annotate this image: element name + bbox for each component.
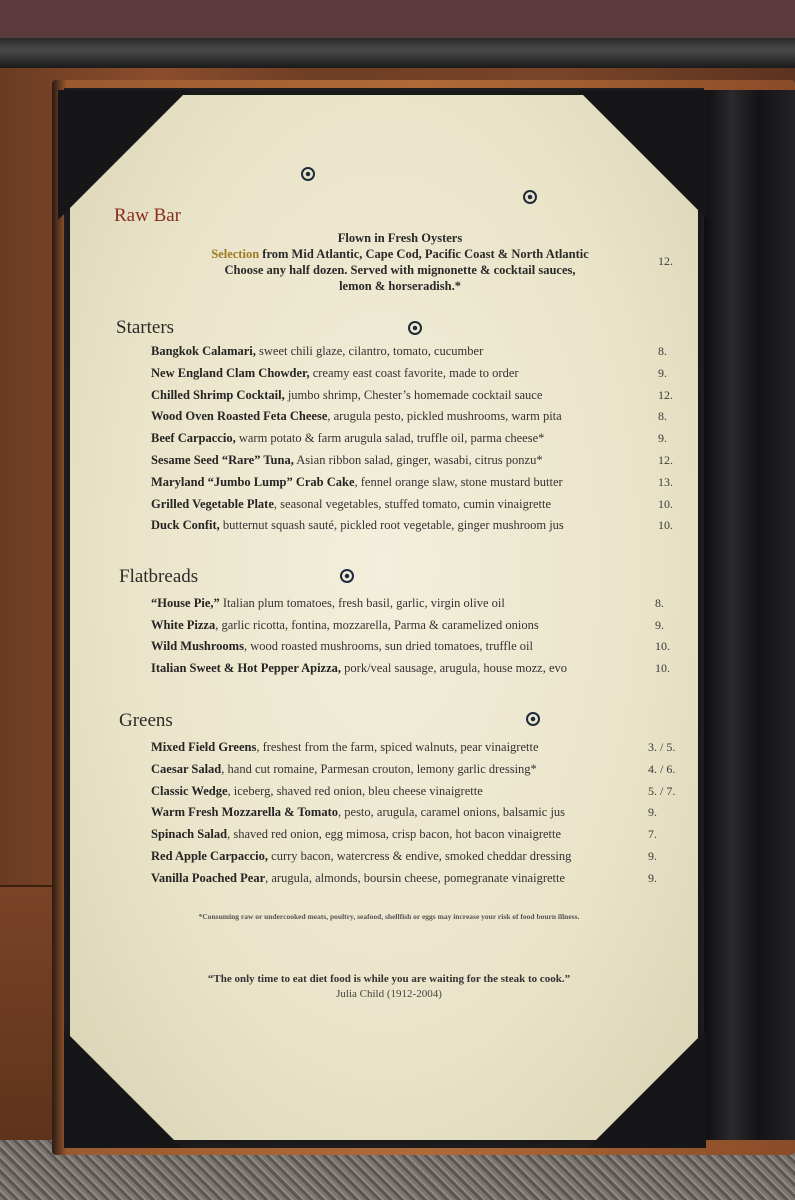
menu-item-name: Vanilla Poached Pear [151,870,266,885]
menu-item-description: , wood roasted mushrooms, sun dried tomatoes, truffle oil [243,639,533,653]
menu-item-description: Asian ribbon salad, ginger, wasabi, citrus ponzu* [293,453,543,467]
menu-item-name: Duck Confit, [151,518,220,533]
menu-item-description: jumbo shrimp, Chester’s homemade cocktail sauce [284,387,543,402]
menu-item-name: Red Apple Carpaccio, [151,849,269,863]
menu-item-description: warm potato & farm arugula salad, truffle oil, parma cheese* [235,431,545,446]
menu-item [151,388,542,403]
menu-item-price: 8. [658,409,667,424]
menu-item-description: , shaved red onion, egg mimosa, crisp bacon, hot bacon vinaigrette [227,827,562,842]
menu-item-description: , hand cut romaine, Parmesan crouton, lemony garlic dressing* [221,761,537,776]
menu-item-price: 9. [648,805,657,820]
target-icon [526,712,540,726]
menu-item-price: 4. / 6. [648,761,676,776]
menu-item-description: , fennel orange slaw, stone mustard butter [354,474,563,489]
menu-item-name: Mixed Field Greens [151,740,257,754]
raw-bar-line1: Flown in Fresh Oysters [337,231,463,245]
menu-item-description: , arugula pesto, pickled mushrooms, warm pita [327,409,562,424]
target-icon [301,167,315,181]
menu-item-name: Italian Sweet & Hot Pepper Apizza, [151,660,342,675]
menu-item-description: Italian plum tomatoes, fresh basil, garlic, virgin olive oil [219,596,505,610]
menu-item-name: Sesame Seed “Rare” Tuna, [151,453,294,467]
menu-item-description: sweet chili glaze, cilantro, tomato, cucumber [255,344,484,358]
menu-item-price: 10. [655,660,670,675]
menu-item-name: Maryland “Jumbo Lump” Crab Cake [151,474,355,489]
raw-bar-line4: lemon & horseradish.* [339,279,461,293]
menu-item [151,431,544,446]
menu-item [151,871,565,886]
metal-rail [0,38,795,68]
menu-item [151,497,551,512]
section-title-starters: Starters [116,317,175,338]
section-title-raw-bar: Raw Bar [114,205,182,226]
menu-item-price: 8. [658,344,667,358]
raw-bar-price: 12. [658,254,673,268]
menu-item-name: Grilled Vegetable Plate [151,496,274,511]
menu-item-name: Chilled Shrimp Cocktail, [151,387,285,402]
menu-item-price: 9. [648,870,657,885]
menu-item-price: 5. / 7. [648,783,676,798]
menu-item-price: 9. [655,617,664,632]
menu-item [151,827,561,842]
menu-item-name: Caesar Salad [151,761,222,776]
menu-item [151,596,505,611]
menu-item [151,661,567,676]
menu-item-description: curry bacon, watercress & endive, smoked cheddar dressing [268,849,572,863]
menu-item-price: 9. [648,849,657,863]
quote-author: Julia Child (1912-2004) [336,988,442,1000]
menu-item-price: 10. [655,639,670,653]
menu-item [151,849,571,864]
menu-item-price: 8. [655,596,664,610]
menu-item [151,475,563,490]
raw-bar-line2-rest: from Mid Atlantic, Cape Cod, Pacific Coast & North Atlantic [259,247,589,261]
folder-spine [704,90,795,1140]
quote: “The only time to eat diet food is while you are waiting for the steak to cook.” [207,973,571,985]
menu-item [151,784,483,799]
menu-item-price: 10. [658,518,673,533]
menu-item-name: Classic Wedge [151,783,228,798]
menu-item-price: 12. [658,453,673,467]
target-icon [340,569,354,583]
menu-item-name: “House Pie,” [151,596,220,610]
menu-item-description: , arugula, almonds, boursin cheese, pomegranate vinaigrette [265,870,566,885]
section-title-flatbreads: Flatbreads [119,566,199,587]
menu-item [151,639,533,654]
menu-item-description: , garlic ricotta, fontina, mozzarella, Parma & caramelized onions [215,617,539,632]
menu-item [151,618,539,633]
menu-item-description: butternut squash sauté, pickled root vegetable, ginger mushroom jus [219,518,564,533]
menu-item [151,344,483,359]
menu-item-description: creamy east coast favorite, made to order [309,365,519,380]
corner-tab-bottom-right [588,1030,706,1148]
menu-item-price: 3. / 5. [648,740,676,754]
menu-item-name: Warm Fresh Mozzarella & Tomato [151,805,339,820]
raw-bar-description [170,230,630,294]
menu-item-name: Spinach Salad [151,827,228,842]
section-title-greens: Greens [119,710,173,731]
menu-item-description: , pesto, arugula, caramel onions, balsamic jus [338,805,566,820]
corner-tab-bottom-left [64,1030,182,1148]
raw-bar-line3: Choose any half dozen. Served with mignonette & cocktail sauces, [224,263,576,277]
menu-item-description: , seasonal vegetables, stuffed tomato, cumin vinaigrette [273,496,552,511]
menu-item [151,366,519,381]
menu-item-price: 13. [658,474,673,489]
menu-item-name: Beef Carpaccio, [151,431,236,446]
corner-tab-top-left [58,90,188,220]
menu-item-name: Bangkok Calamari, [151,344,256,358]
menu-item-name: New England Clam Chowder, [151,365,310,380]
menu-item [151,453,543,468]
menu-item-name: Wood Oven Roasted Feta Cheese [151,409,328,424]
menu-item-description: , iceberg, shaved red onion, bleu cheese vinaigrette [227,783,483,798]
menu-item-name: White Pizza [151,617,216,632]
target-icon [408,321,422,335]
menu-item [151,740,539,755]
menu-item [151,409,562,424]
menu-item-price: 12. [658,387,673,402]
menu-item-description: pork/veal sausage, arugula, house mozz, evo [341,660,567,675]
raw-bar-line2 [170,246,630,262]
food-safety-note: *Consuming raw or undercooked meats, poultry, seafood, shellfish or eggs may increase your risk of food bourn illness. [198,912,580,921]
menu-item-name: Wild Mushrooms [151,639,244,653]
menu-item-price: 9. [658,431,667,446]
raw-bar-highlight: Selection [211,247,260,261]
menu-item-description: , freshest from the farm, spiced walnuts, pear vinaigrette [256,740,539,754]
menu-item-price: 10. [658,496,673,511]
corner-tab-top-right [578,90,708,220]
menu-item-price: 9. [658,365,667,380]
target-icon [523,190,537,204]
menu-item [151,805,565,820]
menu-item [151,518,564,533]
menu-item [151,762,537,777]
menu-item-price: 7. [648,827,657,842]
